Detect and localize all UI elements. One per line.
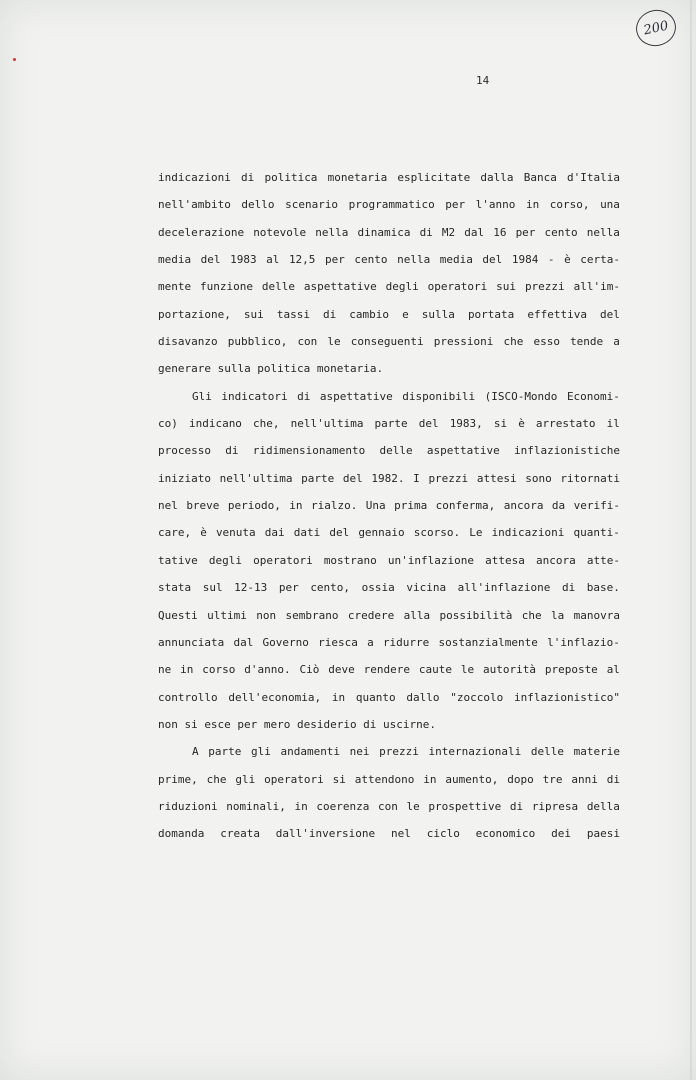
- word: inflazionistiche: [513, 444, 620, 458]
- word: tende: [570, 335, 604, 349]
- word: le: [406, 799, 420, 813]
- page-number: 14: [476, 74, 490, 87]
- word: in: [525, 198, 540, 212]
- word: all'inflazione: [457, 581, 551, 595]
- word: d'anno.: [244, 663, 291, 677]
- word: portazione,: [158, 307, 231, 321]
- word: ridimensionamento: [252, 444, 366, 458]
- word: periodo,: [227, 499, 281, 513]
- text-line: [158, 359, 620, 386]
- word: operatori: [264, 772, 324, 786]
- word: aspettative: [319, 389, 393, 403]
- word: dall'inversione: [275, 827, 376, 841]
- word: 16: [493, 225, 507, 239]
- word: pressioni: [433, 335, 494, 349]
- word: che: [206, 772, 227, 786]
- word: con: [378, 799, 398, 813]
- word: monetaria.: [316, 362, 384, 376]
- word: indicano: [188, 417, 242, 431]
- word: rendere: [363, 663, 410, 677]
- word: parte: [208, 745, 242, 759]
- word: che,: [253, 417, 280, 431]
- word: parte: [374, 417, 408, 431]
- word: M2: [441, 225, 456, 239]
- word: venuta: [215, 526, 256, 540]
- word: si: [184, 717, 198, 731]
- word: ritornati: [560, 471, 620, 485]
- word: funzione: [200, 280, 253, 294]
- word: portata: [467, 307, 515, 321]
- word: Gli: [192, 389, 212, 403]
- word: di: [297, 389, 311, 403]
- word: media: [158, 253, 192, 267]
- word: dati: [293, 526, 321, 540]
- word: paesi: [586, 827, 620, 841]
- word: scorso.: [413, 526, 461, 540]
- word: le: [327, 335, 341, 349]
- word: dei: [551, 827, 571, 841]
- word: nella: [315, 225, 349, 239]
- word: ultimi: [207, 608, 247, 622]
- word: arrestato: [535, 417, 596, 431]
- word: sui: [496, 280, 517, 294]
- word: rialzo.: [310, 499, 358, 513]
- word: dello: [241, 198, 275, 212]
- word: atte-: [586, 553, 620, 567]
- word: delle: [261, 280, 296, 294]
- word: tre: [542, 772, 563, 786]
- word: annunciata: [158, 635, 225, 649]
- word: operatori: [253, 553, 313, 567]
- word: autorità: [482, 663, 536, 677]
- word: attesa: [485, 553, 525, 567]
- text-line: [158, 195, 620, 222]
- word: disponibili: [402, 389, 476, 403]
- word: andamenti: [280, 745, 341, 759]
- word: politica: [264, 171, 318, 184]
- word: a: [367, 635, 374, 649]
- word: decelerazione: [158, 225, 245, 239]
- text-line: [158, 387, 620, 414]
- word: conseguenti: [350, 335, 424, 349]
- word: corso,: [549, 198, 590, 212]
- word: Questi: [158, 608, 198, 622]
- word: sulla: [421, 307, 455, 321]
- word: all'im-: [573, 280, 620, 294]
- word: cento: [544, 225, 578, 239]
- word: riesca: [318, 635, 358, 649]
- word: conferma,: [435, 499, 496, 513]
- word: domanda: [158, 827, 205, 841]
- word: al: [606, 663, 620, 677]
- word: in: [423, 772, 437, 786]
- word: di: [561, 581, 576, 595]
- word: dal: [233, 635, 254, 649]
- word: iniziato: [158, 471, 211, 485]
- word: del: [200, 253, 221, 267]
- word: e: [402, 307, 409, 321]
- word: credere: [347, 608, 395, 622]
- word: prime,: [158, 772, 198, 786]
- word: A: [192, 745, 199, 759]
- word: indicazioni: [491, 526, 565, 540]
- word: materie: [573, 745, 620, 759]
- word: 1983,: [449, 417, 483, 431]
- word: che: [503, 335, 524, 349]
- word: cambio: [349, 307, 390, 321]
- word: in: [331, 690, 346, 704]
- word: gennaio: [358, 526, 405, 540]
- word: coerenza: [316, 799, 370, 813]
- word: 1984: [511, 253, 539, 267]
- word: esplicitate: [397, 171, 471, 184]
- word: Ciò: [299, 663, 320, 677]
- word: nel: [158, 499, 178, 513]
- word: prezzi: [379, 745, 419, 759]
- text-line: [158, 688, 620, 715]
- word: Economi-: [566, 389, 620, 403]
- word: gli: [250, 745, 271, 759]
- word: degli: [208, 553, 242, 567]
- word: I: [413, 471, 420, 485]
- word: caute: [418, 663, 452, 677]
- text-line: [158, 496, 620, 523]
- word: è: [200, 526, 207, 540]
- word: di: [606, 772, 620, 786]
- word: nell'ultima: [290, 417, 364, 431]
- text-line: [158, 277, 620, 304]
- word: manovra: [573, 608, 620, 622]
- word: -: [547, 253, 555, 267]
- word: deve: [328, 663, 355, 677]
- text-line: [158, 551, 620, 578]
- word: care,: [158, 526, 192, 540]
- word: stata: [158, 581, 192, 595]
- word: sui: [243, 307, 264, 321]
- word: mostrano: [323, 553, 377, 567]
- word: è: [564, 253, 571, 267]
- word: preposte: [544, 663, 598, 677]
- word: Le: [469, 526, 483, 540]
- word: mente: [158, 280, 192, 294]
- word: processo: [158, 444, 211, 458]
- word: generare: [158, 362, 211, 376]
- word: effettiva: [527, 307, 587, 321]
- word: sul: [202, 581, 223, 595]
- word: corso: [202, 663, 236, 677]
- word: prima: [394, 499, 428, 513]
- word: prezzi: [524, 280, 565, 294]
- word: di: [241, 171, 255, 184]
- word: dalla: [480, 171, 514, 184]
- word: cento: [354, 253, 388, 267]
- word: ancora: [503, 499, 544, 513]
- word: d'Italia: [567, 171, 620, 184]
- word: operatori: [427, 280, 488, 294]
- word: (ISCO-Mondo: [484, 389, 558, 403]
- word: internazionali: [428, 745, 522, 759]
- word: dal: [464, 225, 485, 239]
- word: monetaria: [327, 171, 388, 184]
- word: di: [419, 225, 433, 239]
- word: ossia: [361, 581, 395, 595]
- word: si: [493, 417, 508, 431]
- word: prospettive: [428, 799, 502, 813]
- text-line: [158, 660, 620, 687]
- word: vicina: [406, 581, 447, 595]
- word: per: [515, 225, 536, 239]
- word: aumento,: [445, 772, 499, 786]
- word: anni: [571, 772, 598, 786]
- word: le: [460, 663, 475, 677]
- text-line: [158, 168, 620, 195]
- word: programmatico: [348, 198, 435, 212]
- word: del: [600, 307, 620, 321]
- text-line: [158, 414, 620, 441]
- word: delle: [530, 745, 564, 759]
- word: per: [324, 253, 345, 267]
- word: è: [518, 417, 525, 431]
- word: mero: [263, 717, 291, 731]
- text-line: [158, 824, 620, 851]
- word: ancora: [535, 553, 576, 567]
- word: l'inflazio-: [547, 635, 620, 649]
- word: della: [586, 799, 620, 813]
- word: degli: [385, 280, 419, 294]
- word: 12-13: [234, 581, 268, 595]
- word: in: [289, 499, 303, 513]
- word: ne: [158, 663, 172, 677]
- word: Una: [365, 499, 386, 513]
- word: in: [294, 799, 308, 813]
- word: sulla: [217, 362, 251, 376]
- word: di: [363, 717, 377, 731]
- word: non: [158, 717, 178, 731]
- text-line: [158, 770, 620, 797]
- word: "zoccolo: [450, 690, 504, 704]
- word: creata: [220, 827, 260, 841]
- word: nell'ambito: [158, 198, 231, 212]
- word: 12,5: [288, 253, 316, 267]
- word: uscirne.: [383, 717, 436, 731]
- word: 1982.: [371, 471, 405, 485]
- word: sembrano: [285, 608, 339, 622]
- word: Governo: [262, 635, 309, 649]
- word: notevole: [253, 225, 307, 239]
- text-line: [158, 633, 620, 660]
- word: economico: [475, 827, 536, 841]
- word: con: [297, 335, 318, 349]
- text-line: [158, 742, 620, 769]
- word: attesi: [476, 471, 517, 485]
- word: per: [278, 581, 299, 595]
- word: ripresa: [531, 799, 579, 813]
- word: dallo: [406, 690, 440, 704]
- word: pubblico,: [227, 335, 288, 349]
- word: indicatori: [221, 389, 288, 403]
- word: esso: [533, 335, 560, 349]
- word: per: [445, 198, 466, 212]
- word: di: [509, 799, 524, 813]
- word: delle: [379, 444, 413, 458]
- word: del: [342, 471, 363, 485]
- word: Banca: [523, 171, 557, 184]
- word: esce: [204, 717, 231, 731]
- word: gli: [235, 772, 256, 786]
- word: ciclo: [426, 827, 460, 841]
- text-line: [158, 441, 620, 468]
- page-edge: [690, 0, 692, 1080]
- word: parte: [301, 471, 335, 485]
- word: nel: [390, 827, 411, 841]
- word: del: [482, 253, 503, 267]
- word: cento,: [310, 581, 351, 595]
- word: sono: [525, 471, 552, 485]
- text-line: [158, 606, 620, 633]
- word: possibilità: [439, 608, 513, 622]
- word: indicazioni: [158, 171, 231, 184]
- archive-stamp: 200: [633, 6, 680, 50]
- word: quanti-: [573, 526, 620, 540]
- scan-speck: [13, 58, 16, 61]
- word: nei: [349, 745, 370, 759]
- word: 1983: [230, 253, 257, 267]
- word: in: [180, 663, 194, 677]
- word: che: [521, 608, 542, 622]
- word: desiderio: [296, 717, 357, 731]
- word: per: [237, 717, 258, 731]
- word: controllo: [158, 690, 218, 704]
- word: riduzioni: [158, 799, 218, 813]
- text-line: [158, 223, 620, 250]
- text-line: [158, 332, 620, 359]
- word: aspettative: [303, 280, 377, 294]
- text-line: [158, 250, 620, 277]
- word: breve: [186, 499, 220, 513]
- word: ridurre: [382, 635, 430, 649]
- word: dai: [264, 526, 285, 540]
- word: attendono: [354, 772, 415, 786]
- word: tassi: [276, 307, 310, 321]
- word: base.: [586, 581, 620, 595]
- word: media: [439, 253, 473, 267]
- text-line: [158, 305, 620, 332]
- word: certa-: [580, 253, 620, 267]
- word: del: [418, 417, 439, 431]
- word: a: [613, 335, 620, 349]
- word: nella: [397, 253, 431, 267]
- word: nell'ultima: [219, 471, 293, 485]
- text-line: [158, 578, 620, 605]
- word: nominali,: [226, 799, 286, 813]
- word: inflazionistico": [514, 690, 620, 704]
- word: dopo: [507, 772, 534, 786]
- word: sostanzialmente: [438, 635, 538, 649]
- word: la: [550, 608, 565, 622]
- word: quanto: [355, 690, 396, 704]
- text-line: [158, 797, 620, 824]
- text-line: [158, 715, 620, 742]
- word: scenario: [285, 198, 339, 212]
- word: una: [600, 198, 620, 212]
- word: alla: [403, 608, 431, 622]
- word: al: [266, 253, 280, 267]
- body-text: [158, 168, 620, 852]
- text-line: [158, 523, 620, 550]
- word: verifi-: [573, 499, 620, 513]
- word: nella: [586, 225, 620, 239]
- word: il: [606, 417, 620, 431]
- word: l'anno: [475, 198, 516, 212]
- word: del: [329, 526, 350, 540]
- word: non: [256, 608, 277, 622]
- text-line: [158, 469, 620, 496]
- word: di: [323, 307, 337, 321]
- word: politica: [257, 362, 311, 376]
- word: dell'economia,: [228, 690, 322, 704]
- word: dinamica: [357, 225, 411, 239]
- word: aspettative: [426, 444, 500, 458]
- word: prezzi: [428, 471, 469, 485]
- word: si: [332, 772, 346, 786]
- word: un'inflazione: [387, 553, 474, 567]
- word: disavanzo: [158, 335, 218, 349]
- word: di: [225, 444, 239, 458]
- word: tative: [158, 553, 198, 567]
- word: da: [551, 499, 566, 513]
- word: co): [158, 417, 178, 431]
